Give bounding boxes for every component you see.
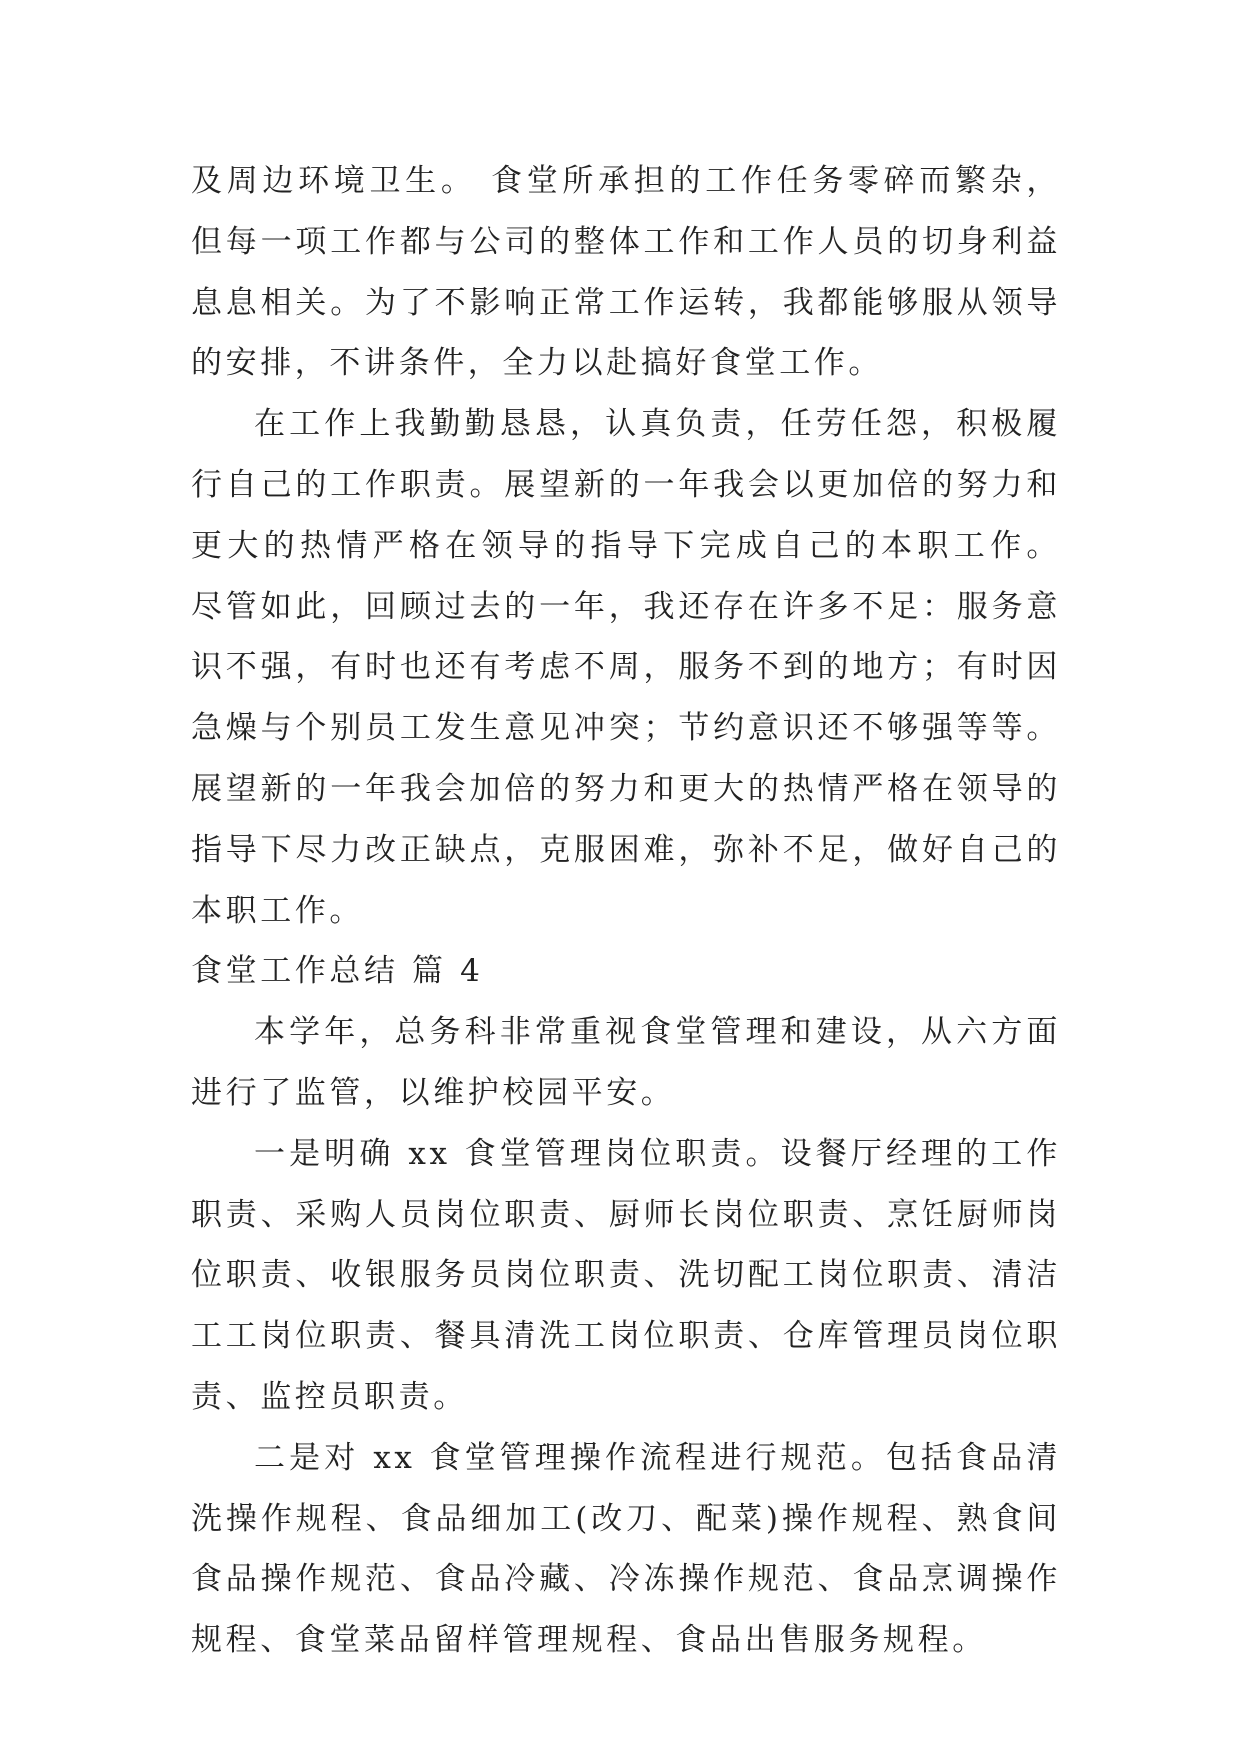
paragraph-4: 一是明确 xx 食堂管理岗位职责。设餐厅经理的工作职责、采购人员岗位职责、厨师长岗位职责、烹饪厨师岗位职责、收银服务员岗位职责、洗切配工岗位职责、清洁工工岗位职责、餐具清洗工岗位职责、仓库管理员岗位职责、监控员职责。	[191, 1135, 1061, 1415]
document-body	[191, 151, 1061, 1671]
paragraph-3: 本学年，总务科非常重视食堂管理和建设，从六方面进行了监管，以维护校园平安。	[191, 1014, 1061, 1111]
section-heading: 食堂工作总结 篇 4	[191, 953, 484, 990]
paragraph-1: 及周边环境卫生。 食堂所承担的工作任务零碎而繁杂，但每一项工作都与公司的整体工作和工作人员的切身利益息息相关。为了不影响正常工作运转，我都能够服从领导的安排，不讲条件，全力以赴搞好食堂工作。	[191, 163, 1061, 382]
paragraph-2: 在工作上我勤勤恳恳，认真负责，任劳任怨，积极履行自己的工作职责。展望新的一年我会以更加倍的努力和更大的热情严格在领导的指导下完成自己的本职工作。 尽管如此，回顾过去的一年，我还存在许多不足：服务意识不强，有时也还有考虑不周，服务不到的地方；有时因急燥与个别员工发生意见冲突；节约意识还不够强等等。 展望新的一年我会加倍的努力和更大的热情严格在领导的指导下尽力改正缺点，克服困难，弥补不足，做好自己的本职工作。	[191, 406, 1061, 929]
paragraph-5: 二是对 xx 食堂管理操作流程进行规范。包括食品清洗操作规程、食品细加工(改刀、配菜)操作规程、熟食间食品操作规范、食品冷藏、冷冻操作规范、食品烹调操作规程、食堂菜品留样管理规程、食品出售服务规程。	[191, 1439, 1061, 1659]
